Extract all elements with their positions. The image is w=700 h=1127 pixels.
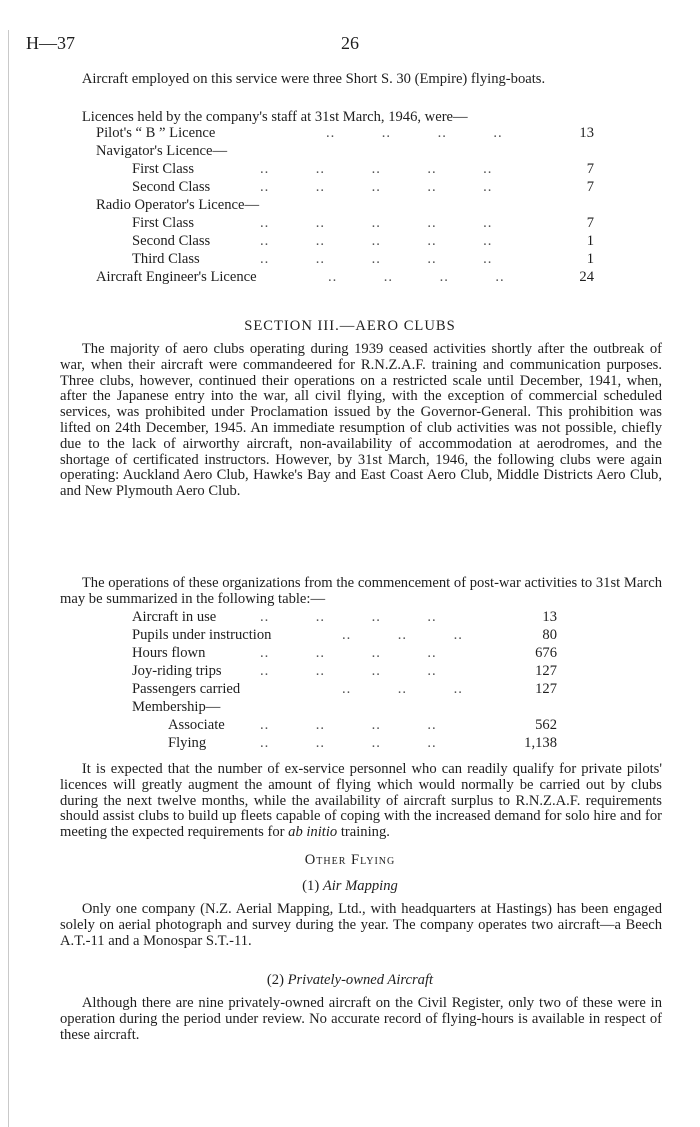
page-edge-rule <box>8 30 9 1127</box>
club-table-row <box>132 700 220 716</box>
club-table-label: Membership— <box>132 699 221 715</box>
ab-initio-term: ab initio <box>288 824 338 841</box>
licence-row <box>96 198 259 214</box>
licence-row: First Class .. .. .. .. .. 7 <box>132 161 594 177</box>
licence-label: Aircraft Engineer's Licence <box>96 269 257 285</box>
air-mapping-heading <box>0 878 700 895</box>
club-table-value: 13 <box>542 609 557 625</box>
licence-value: 7 <box>586 215 594 231</box>
club-table-label: Associate <box>168 717 225 733</box>
licence-row: Second Class .. .. .. .. .. 1 <box>132 233 594 249</box>
licence-value: 13 <box>579 125 594 141</box>
club-table-label: Aircraft in use <box>132 609 217 625</box>
club-table-value: 127 <box>535 681 557 697</box>
air-mapping-title: Air Mapping <box>322 878 398 894</box>
club-table-row: Joy-riding trips .. .. .. .. 127 <box>132 663 557 679</box>
paragraph-expected-end: training. <box>337 824 390 841</box>
paragraph-operations: The operations of these organizations from the commencement of post-war activities to 31st March may be summarized in the following table:— <box>60 575 662 607</box>
club-table-value: 127 <box>535 663 557 679</box>
licence-label: First Class <box>132 215 195 231</box>
club-table-row: Associate .. .. .. .. 562 <box>168 717 557 733</box>
club-table-row: Aircraft in use .. .. .. .. 13 <box>132 609 557 625</box>
licence-label: Second Class <box>132 233 211 249</box>
licence-value: 7 <box>586 161 594 177</box>
club-table-label: Flying <box>168 735 207 751</box>
licence-value: 24 <box>579 269 594 285</box>
licence-row: Third Class .. .. .. .. .. 1 <box>132 251 594 267</box>
club-table-row: Pupils under instruction .. .. .. 80 <box>132 627 557 643</box>
licence-label: First Class <box>132 161 195 177</box>
licence-value: 1 <box>586 233 594 249</box>
licence-row: Pilot's “ B ” Licence .. .. .. .. 13 <box>96 125 594 141</box>
paragraph-expected <box>60 762 662 841</box>
licence-label: Third Class <box>132 251 200 267</box>
paragraph-aircraft: Aircraft employed on this service were three Short S. 30 (Empire) flying-boats. <box>81 71 546 87</box>
club-table-value: 80 <box>542 627 557 643</box>
air-mapping-number: (1) <box>302 878 323 894</box>
licence-value: 7 <box>586 179 594 195</box>
page-number: 26 <box>341 33 359 53</box>
licence-row <box>96 144 227 160</box>
club-table-value: 1,138 <box>524 735 557 751</box>
club-table-label: Passengers carried <box>132 681 241 697</box>
club-table-label: Pupils under instruction <box>132 627 272 643</box>
paragraph-expected-text: It is expected that the number of ex-service personnel who can readily qualify for private pilots' licences will greatly augment the amount of flying which would normally be carried out by clubs during the next twelve months, while the availability of aircraft surplus to R.N.Z.A.F. requirements should assist clubs to build up fleets capable of coping with the increased demand for solo hire and for meeting the expected requirements for <box>60 761 662 841</box>
licence-row: Second Class .. .. .. .. .. 7 <box>132 179 594 195</box>
club-table-label: Hours flown <box>132 645 206 661</box>
paragraph-aero-clubs: The majority of aero clubs operating during 1939 ceased activities shortly after the outbreak of war, when their aircraft were commandeered for R.N.Z.A.F. training and communication purposes. Three clubs, however, continued their operations on a restricted scale until December, 1941, when, after the Japanese entry into the war, all civil flying, with the exception of commercial scheduled services, was prohibited under Proclamation issued by the Governor-General. This prohibition was lifted on 24th December, 1945. An immediate resumption of club activities was not possible, chiefly due to the lack of airworthy aircraft, non-availability of accommodation at aerodromes, and the shortage of certificated instructors. However, by 31st March, 1946, the following clubs were again operating: Auckland Aero Club, Hawke's Bay and East Coast Aero Club, Middle Districts Aero Club, and New Plymouth Aero Club. <box>60 341 662 500</box>
licence-label: Second Class <box>132 179 211 195</box>
licence-row: First Class .. .. .. .. .. 7 <box>132 215 594 231</box>
club-table-value: 676 <box>535 645 557 661</box>
club-table-row: Hours flown .. .. .. .. 676 <box>132 645 557 661</box>
licences-intro: Licences held by the company's staff at 31st March, 1946, were— <box>81 109 468 125</box>
other-flying-heading: Other Flying <box>304 852 396 868</box>
private-aircraft-title: Privately-owned Aircraft <box>287 972 434 988</box>
document-reference: H—37 <box>26 33 75 53</box>
licence-label: Pilot's “ B ” Licence <box>96 125 216 141</box>
paragraph-air-mapping: Only one company (N.Z. Aerial Mapping, Ltd., with headquarters at Hastings) has been engaged solely on aerial photograph and survey during the year. The company operates two aircraft—a Beech A.T.-11 and a Monospar S.T.-11. <box>60 901 662 949</box>
private-aircraft-heading <box>0 972 700 989</box>
club-table-row: Flying .. .. .. .. 1,138 <box>168 735 557 751</box>
club-table-row: Passengers carried .. .. .. 127 <box>132 681 557 697</box>
licence-label: Radio Operator's Licence— <box>96 197 260 213</box>
club-table-value: 562 <box>535 717 557 733</box>
private-aircraft-number: (2) <box>266 972 288 988</box>
section-heading: SECTION III.—AERO CLUBS <box>244 318 456 334</box>
licence-value: 1 <box>586 251 594 267</box>
club-table-label: Joy-riding trips <box>132 663 222 679</box>
paragraph-private-aircraft: Although there are nine privately-owned aircraft on the Civil Register, only two of these were in operation during the period under review. No accurate record of flying-hours is available in respect of these aircraft. <box>60 995 662 1043</box>
licence-row: Aircraft Engineer's Licence .. .. .. .. 24 <box>96 269 594 285</box>
licence-label: Navigator's Licence— <box>96 143 228 159</box>
